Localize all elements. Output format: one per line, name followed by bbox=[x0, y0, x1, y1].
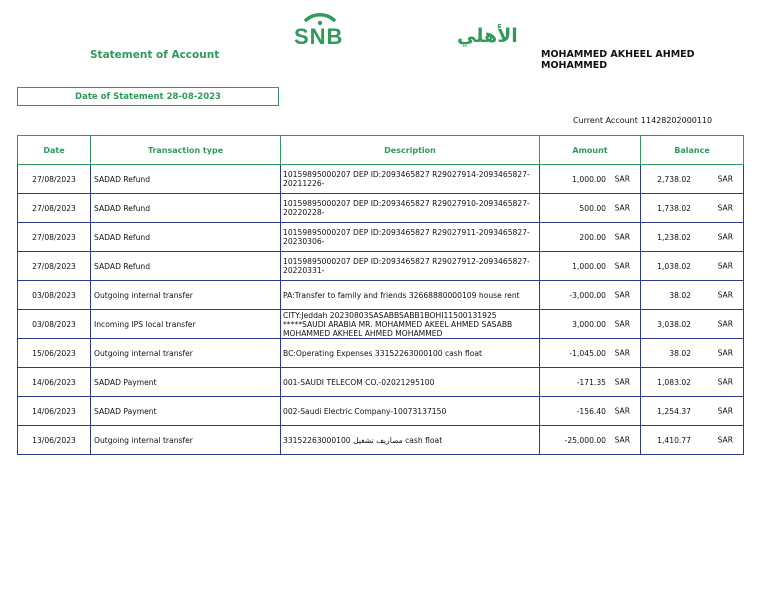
balance-currency: SAR bbox=[717, 406, 733, 416]
cell-description: PA:Transfer to family and friends 32668880000109 house rent bbox=[281, 281, 540, 310]
statement-title: Statement of Account bbox=[90, 49, 220, 61]
table-row bbox=[18, 223, 744, 252]
amount-value: 1,000.00 bbox=[572, 261, 606, 271]
snb-logo bbox=[292, 14, 518, 49]
account-holder-name: MOHAMMED AKHEEL AHMED MOHAMMED bbox=[541, 49, 695, 71]
cell-description: 10159895000207 DEP ID:2093465827 R29027911-2093465827-20230306- bbox=[281, 223, 540, 252]
cell-date: 03/08/2023 bbox=[18, 310, 91, 339]
column-header-transaction-type: Transaction type bbox=[91, 136, 281, 165]
cell-transaction-type: Outgoing internal transfer bbox=[91, 281, 281, 310]
cell-balance bbox=[641, 281, 744, 310]
cell-balance bbox=[641, 223, 744, 252]
cell-amount bbox=[540, 368, 641, 397]
cell-balance bbox=[641, 165, 744, 194]
balance-value: 2,738.02 bbox=[657, 174, 691, 184]
amount-currency: SAR bbox=[614, 232, 630, 242]
amount-value: 3,000.00 bbox=[572, 319, 606, 329]
amount-currency: SAR bbox=[614, 319, 630, 329]
account-number: 11428202000110 bbox=[640, 116, 713, 125]
amount-value: -25,000.00 bbox=[564, 435, 606, 445]
amount-currency: SAR bbox=[614, 348, 630, 358]
amount-value: -156.40 bbox=[576, 406, 606, 416]
cell-balance bbox=[641, 339, 744, 368]
cell-balance bbox=[641, 252, 744, 281]
balance-currency: SAR bbox=[717, 290, 733, 300]
table-row bbox=[18, 252, 744, 281]
amount-value: -1,045.00 bbox=[569, 348, 606, 358]
amount-currency: SAR bbox=[614, 261, 630, 271]
cell-amount bbox=[540, 165, 641, 194]
balance-currency: SAR bbox=[717, 232, 733, 242]
cell-amount bbox=[540, 252, 641, 281]
cell-description: CITY:Jeddah 20230803SASABBSABB1BOHI11500131925 *****SAUDI ARABIA MR. MOHAMMED AKEEL AHMED SASABB MOHAMMED AKHEEL AHMED MOHAMMED bbox=[281, 310, 540, 339]
transactions-body bbox=[18, 165, 744, 455]
statement-date-label: Date of Statement 28-08-2023 bbox=[75, 91, 221, 102]
cell-description: 10159895000207 DEP ID:2093465827 R29027914-2093465827-20211226- bbox=[281, 165, 540, 194]
column-header-description: Description bbox=[281, 136, 540, 165]
table-row bbox=[18, 368, 744, 397]
amount-currency: SAR bbox=[614, 435, 630, 445]
table-row bbox=[18, 194, 744, 223]
balance-value: 1,738.02 bbox=[657, 203, 691, 213]
cell-description: 33152263000100 مصاريف تشغيل cash float bbox=[281, 426, 540, 455]
cell-amount bbox=[540, 223, 641, 252]
cell-amount bbox=[540, 426, 641, 455]
table-header-row bbox=[18, 136, 744, 165]
amount-value: -171.35 bbox=[576, 377, 606, 387]
amount-value: 500.00 bbox=[579, 203, 606, 213]
column-header-date: Date bbox=[18, 136, 91, 165]
balance-currency: SAR bbox=[717, 435, 733, 445]
table-row bbox=[18, 310, 744, 339]
balance-value: 38.02 bbox=[669, 290, 691, 300]
balance-value: 38.02 bbox=[669, 348, 691, 358]
cell-amount bbox=[540, 310, 641, 339]
balance-currency: SAR bbox=[717, 203, 733, 213]
column-header-amount: Amount bbox=[540, 136, 641, 165]
amount-value: -3,000.00 bbox=[569, 290, 606, 300]
cell-date: 27/08/2023 bbox=[18, 223, 91, 252]
balance-currency: SAR bbox=[717, 348, 733, 358]
cell-amount bbox=[540, 339, 641, 368]
cell-date: 27/08/2023 bbox=[18, 194, 91, 223]
cell-balance bbox=[641, 194, 744, 223]
cell-date: 27/08/2023 bbox=[18, 165, 91, 194]
cell-balance bbox=[641, 368, 744, 397]
table-row bbox=[18, 397, 744, 426]
statement-date-box bbox=[17, 87, 279, 106]
amount-currency: SAR bbox=[614, 290, 630, 300]
table-row bbox=[18, 165, 744, 194]
cell-transaction-type: SADAD Payment bbox=[91, 368, 281, 397]
column-header-balance: Balance bbox=[641, 136, 744, 165]
cell-date: 14/06/2023 bbox=[18, 368, 91, 397]
amount-currency: SAR bbox=[614, 174, 630, 184]
cell-amount bbox=[540, 194, 641, 223]
amount-currency: SAR bbox=[614, 406, 630, 416]
snb-logo-mark bbox=[292, 14, 518, 49]
cell-date: 03/08/2023 bbox=[18, 281, 91, 310]
amount-value: 200.00 bbox=[579, 232, 606, 242]
cell-balance bbox=[641, 426, 744, 455]
table-row bbox=[18, 339, 744, 368]
balance-currency: SAR bbox=[717, 174, 733, 184]
cell-date: 13/06/2023 bbox=[18, 426, 91, 455]
transactions-table bbox=[17, 135, 744, 455]
balance-value: 1,038.02 bbox=[657, 261, 691, 271]
table-row bbox=[18, 281, 744, 310]
amount-currency: SAR bbox=[614, 377, 630, 387]
cell-date: 14/06/2023 bbox=[18, 397, 91, 426]
balance-value: 1,410.77 bbox=[657, 435, 691, 445]
cell-transaction-type: Outgoing internal transfer bbox=[91, 339, 281, 368]
svg-text:الأهلي: الأهلي bbox=[457, 25, 518, 47]
cell-description: 002-Saudi Electric Company-10073137150 bbox=[281, 397, 540, 426]
cell-transaction-type: SADAD Payment bbox=[91, 397, 281, 426]
balance-value: 1,238.02 bbox=[657, 232, 691, 242]
cell-description: 001-SAUDI TELECOM CO.-02021295100 bbox=[281, 368, 540, 397]
svg-text:SNB: SNB bbox=[294, 24, 344, 49]
balance-currency: SAR bbox=[717, 377, 733, 387]
balance-value: 3,038.02 bbox=[657, 319, 691, 329]
cell-balance bbox=[641, 310, 744, 339]
cell-transaction-type: Outgoing internal transfer bbox=[91, 426, 281, 455]
account-info bbox=[573, 116, 715, 125]
cell-description: 10159895000207 DEP ID:2093465827 R29027912-2093465827-20220331- bbox=[281, 252, 540, 281]
cell-date: 27/08/2023 bbox=[18, 252, 91, 281]
cell-balance bbox=[641, 397, 744, 426]
balance-value: 1,083.02 bbox=[657, 377, 691, 387]
cell-transaction-type: Incoming IPS local transfer bbox=[91, 310, 281, 339]
table-row bbox=[18, 426, 744, 455]
cell-date: 15/06/2023 bbox=[18, 339, 91, 368]
cell-amount bbox=[540, 281, 641, 310]
account-label: Current Account bbox=[573, 116, 638, 125]
amount-currency: SAR bbox=[614, 203, 630, 213]
balance-currency: SAR bbox=[717, 319, 733, 329]
cell-description: BC:Operating Expenses 33152263000100 cash float bbox=[281, 339, 540, 368]
cell-amount bbox=[540, 397, 641, 426]
cell-transaction-type: SADAD Refund bbox=[91, 194, 281, 223]
cell-transaction-type: SADAD Refund bbox=[91, 252, 281, 281]
cell-description: 10159895000207 DEP ID:2093465827 R29027910-2093465827-20220228- bbox=[281, 194, 540, 223]
balance-currency: SAR bbox=[717, 261, 733, 271]
amount-value: 1,000.00 bbox=[572, 174, 606, 184]
cell-transaction-type: SADAD Refund bbox=[91, 165, 281, 194]
cell-transaction-type: SADAD Refund bbox=[91, 223, 281, 252]
balance-value: 1,254.37 bbox=[657, 406, 691, 416]
